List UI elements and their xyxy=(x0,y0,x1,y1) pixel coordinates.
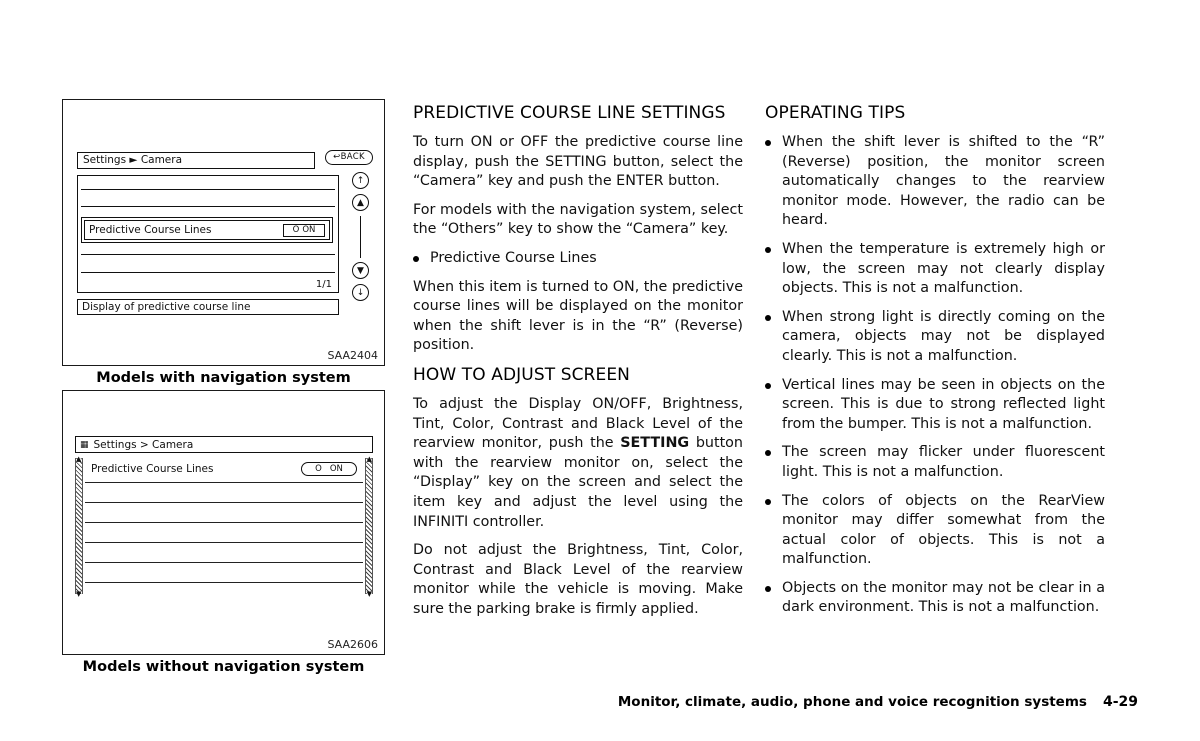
on-indicator xyxy=(301,462,357,476)
screen-breadcrumb: Settings ► Camera xyxy=(77,152,315,169)
paragraph: For models with the navigation system, select the “Others” key to show the “Camera” key. xyxy=(413,201,743,238)
on-indicator xyxy=(283,224,325,237)
page-number: 4-29 xyxy=(1102,694,1138,710)
bullet-icon xyxy=(765,586,771,592)
right-scrollbar xyxy=(365,455,373,594)
list-row-divider xyxy=(81,254,335,255)
page-indicator: 1/1 xyxy=(315,279,332,290)
list-row-divider xyxy=(85,582,363,583)
list-row-divider xyxy=(81,206,335,207)
list-item xyxy=(765,443,1105,482)
bullet-icon xyxy=(765,140,771,146)
list-row-divider xyxy=(85,562,363,563)
back-arrow-icon: ↩ xyxy=(333,152,341,162)
page-down-button xyxy=(352,284,369,301)
middle-column xyxy=(413,103,743,628)
on-value: ON xyxy=(302,225,316,235)
back-button xyxy=(325,150,373,165)
scroll-up-icon: ▲ xyxy=(357,197,364,208)
paragraph: Do not adjust the Brightness, Tint, Color, Contrast and Black Level of the rearview monitor while the vehicle is moving. Make sure the parking brake is firmly applied. xyxy=(413,542,743,617)
page-up-icon: ↑ xyxy=(356,175,365,186)
scroll-down-icon: ▼ xyxy=(76,590,82,598)
section-heading-operating-tips: OPERATING TIPS xyxy=(765,103,906,123)
bullet-icon xyxy=(765,450,771,456)
bullet-text: Objects on the monitor may not be clear in a dark environment. This is not a malfunction. xyxy=(782,579,1105,616)
page-down-icon: ↓ xyxy=(356,287,365,298)
list-row-divider xyxy=(81,189,335,190)
bullet-icon xyxy=(765,247,771,253)
keypad-icon: ▦ xyxy=(80,439,89,450)
screen-drawing xyxy=(75,436,373,600)
page-footer xyxy=(618,694,1138,710)
figure2-caption: Models without navigation system xyxy=(82,659,365,675)
bullet-icon xyxy=(765,499,771,505)
scroll-up-icon: ▲ xyxy=(76,455,82,463)
figure-code: SAA2606 xyxy=(327,638,378,651)
scroll-up-button xyxy=(352,194,369,211)
on-value: ON xyxy=(329,464,343,474)
scroll-track xyxy=(360,216,361,258)
paragraph: When this item is turned to ON, the predictive course lines will be displayed on the monitor when the shift lever is in the “R” (Reverse) position. xyxy=(413,278,743,354)
footer-section-title: Monitor, climate, audio, phone and voice recognition systems xyxy=(617,694,1087,710)
paragraph xyxy=(413,395,743,532)
list-row-divider xyxy=(81,272,335,273)
breadcrumb-text: Settings > Camera xyxy=(93,439,194,451)
predictive-course-lines-row xyxy=(91,460,357,478)
scroll-controls xyxy=(349,172,373,306)
predictive-course-lines-row xyxy=(84,220,330,240)
bullet-icon xyxy=(765,315,771,321)
list-row-divider xyxy=(85,502,363,503)
figure1-caption: Models with navigation system xyxy=(96,370,351,386)
list-row-divider xyxy=(85,522,363,523)
figure-navigation-screen xyxy=(62,99,385,366)
bullet-text: The screen may flicker under fluorescent light. This is not a malfunction. xyxy=(782,444,1105,480)
bullet-icon xyxy=(413,256,419,262)
paragraph-text: button with the rearview monitor on, select the “Display” key on the screen and select the item key and adjust the level using the INFINITI controller. xyxy=(413,435,743,530)
toggle-circle-icon: O xyxy=(315,464,322,474)
settings-list xyxy=(77,175,339,293)
list-item xyxy=(765,579,1105,618)
setting-button-emphasis: SETTING xyxy=(620,435,690,452)
list-row-divider xyxy=(85,482,363,483)
page-up-button xyxy=(352,172,369,189)
section-heading-how-to-adjust-screen: HOW TO ADJUST SCREEN xyxy=(413,364,630,385)
section-heading-predictive-course-line-settings: PREDICTIVE COURSE LINE SETTINGS xyxy=(413,103,726,123)
right-column xyxy=(765,103,1105,627)
bullet-text: Predictive Course Lines xyxy=(430,249,597,266)
scroll-up-icon: ▲ xyxy=(366,455,372,463)
left-scrollbar xyxy=(75,455,83,594)
bullet-icon xyxy=(765,383,771,389)
toggle-circle-icon: O xyxy=(292,225,300,235)
list-item xyxy=(765,308,1105,367)
list-item xyxy=(765,133,1105,231)
paragraph: To turn ON or OFF the predictive course line display, push the SETTING button, select the “Camera” key and push the ENTER button. xyxy=(413,134,743,190)
figure-no-navigation-screen xyxy=(62,390,385,655)
list-item xyxy=(413,249,743,269)
screen-description-bar: Display of predictive course line xyxy=(77,299,339,315)
back-button-label: BACK xyxy=(340,152,365,162)
scroll-down-button xyxy=(352,262,369,279)
figure-code: SAA2404 xyxy=(327,349,378,362)
bullet-text: When the shift lever is shifted to the “R” (Reverse) position, the monitor screen automatically changes to the rearview monitor mode. However, the radio can be heard. xyxy=(782,134,1105,229)
screen-breadcrumb xyxy=(75,436,373,453)
bullet-text: When the temperature is extremely high or low, the screen may not clearly display objects. This is not a malfunction. xyxy=(782,240,1105,297)
row-label: Predictive Course Lines xyxy=(89,224,212,236)
paragraph-text: To adjust the Display ON/OFF, Brightness, Tint, Color, Contrast and Black Level of the rearview monitor, push the xyxy=(413,395,743,452)
row-label: Predictive Course Lines xyxy=(91,463,214,475)
nav-screen-drawing xyxy=(77,150,373,318)
scroll-down-icon: ▼ xyxy=(366,590,372,598)
list-item xyxy=(765,492,1105,570)
bullet-text: The colors of objects on the RearView monitor may differ somewhat from the actual color of objects. This is not a malfunction. xyxy=(782,492,1105,568)
bullet-text: Vertical lines may be seen in objects on the screen. This is due to strong reflected light from the bumper. This is not a malfunction. xyxy=(782,376,1105,432)
list-item xyxy=(765,376,1105,435)
list-item xyxy=(765,240,1105,299)
bullet-text: When strong light is directly coming on the camera, objects may not be displayed clearly. This is not a malfunction. xyxy=(782,308,1105,364)
scroll-down-icon: ▼ xyxy=(357,265,364,276)
list-row-divider xyxy=(85,542,363,543)
